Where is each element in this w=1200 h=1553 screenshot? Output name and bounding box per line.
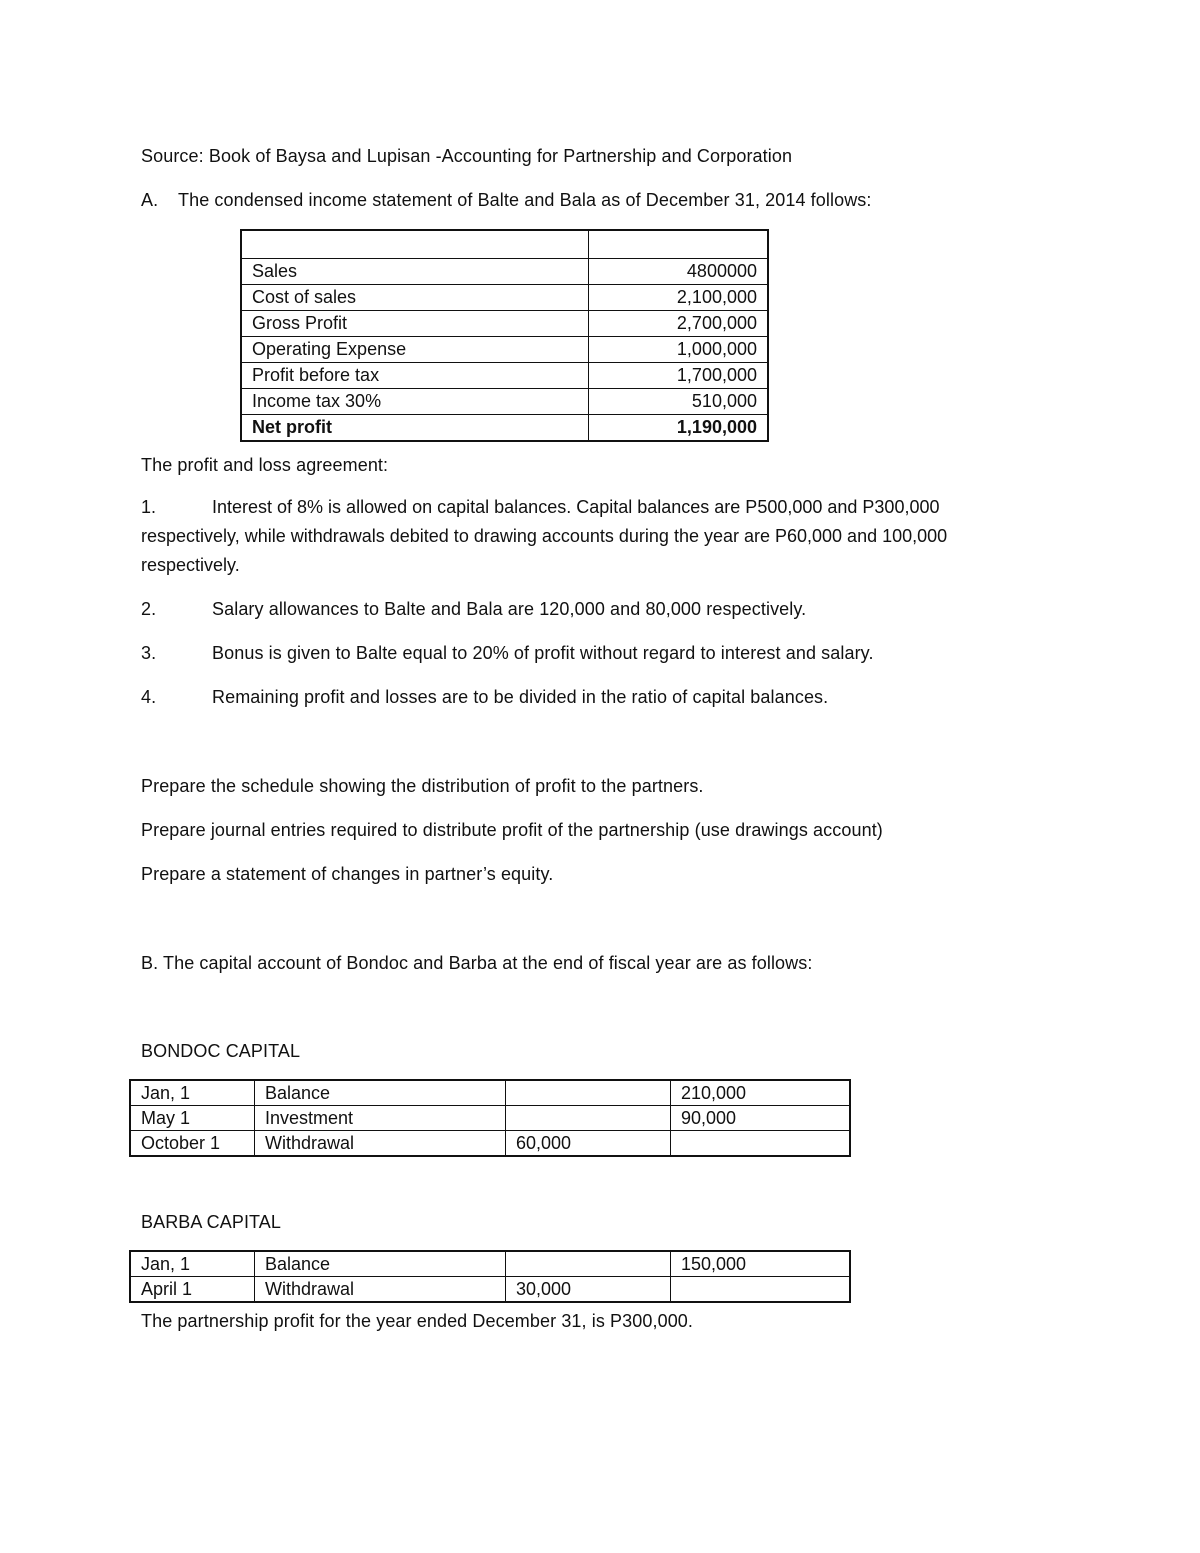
section-a-intro-text: The condensed income statement of Balte and Bala as of December 31, 2014 follows: (178, 190, 872, 210)
section-b-intro: B. The capital account of Bondoc and Barba at the end of fiscal year are as follows: (141, 953, 813, 973)
table-row: Jan, 1 Balance 150,000 (130, 1251, 850, 1277)
table-header-row (241, 230, 768, 259)
task-3: Prepare a statement of changes in partner’s equity. (141, 864, 554, 884)
agreement-item-3: 3. Bonus is given to Balte equal to 20% of profit without regard to interest and salary. (141, 643, 874, 663)
table-row: Sales 4800000 (241, 259, 768, 285)
table-row: April 1 Withdrawal 30,000 (130, 1277, 850, 1303)
task-2: Prepare journal entries required to distribute profit of the partnership (use drawings account) (141, 820, 883, 840)
agreement-item-2: 2. Salary allowances to Balte and Bala are 120,000 and 80,000 respectively. (141, 599, 807, 619)
agreement-item-4: 4. Remaining profit and losses are to be divided in the ratio of capital balances. (141, 687, 829, 707)
section-a-marker: A. (141, 190, 159, 210)
table-row: Profit before tax 1,700,000 (241, 363, 768, 389)
agreement-heading: The profit and loss agreement: (141, 455, 389, 475)
section-a-intro (141, 189, 872, 211)
table-row: Gross Profit 2,700,000 (241, 311, 768, 337)
table-row: October 1 Withdrawal 60,000 (130, 1131, 850, 1157)
table-row: Operating Expense 1,000,000 (241, 337, 768, 363)
barba-capital-table (129, 1250, 851, 1303)
source-line: Source: Book of Baysa and Lupisan -Accounting for Partnership and Corporation (141, 146, 793, 166)
bondoc-title: BONDOC CAPITAL (141, 1041, 301, 1061)
table-row: May 1 Investment 90,000 (130, 1106, 850, 1131)
closing-line: The partnership profit for the year ended December 31, is P300,000. (141, 1311, 694, 1331)
barba-title: BARBA CAPITAL (141, 1212, 282, 1232)
table-row: Income tax 30% 510,000 (241, 389, 768, 415)
agreement-item-1: 1. Interest of 8% is allowed on capital balances. Capital balances are P500,000 and P300,000 respectively, while withdrawals debited to drawing accounts during the year are P60,000 and 100,000 respectively. (141, 497, 948, 575)
income-statement-table (240, 229, 769, 442)
table-row: Cost of sales 2,100,000 (241, 285, 768, 311)
bondoc-capital-table (129, 1079, 851, 1157)
task-1: Prepare the schedule showing the distribution of profit to the partners. (141, 776, 704, 796)
net-profit-row: Net profit 1,190,000 (241, 415, 768, 442)
table-row: Jan, 1 Balance 210,000 (130, 1080, 850, 1106)
